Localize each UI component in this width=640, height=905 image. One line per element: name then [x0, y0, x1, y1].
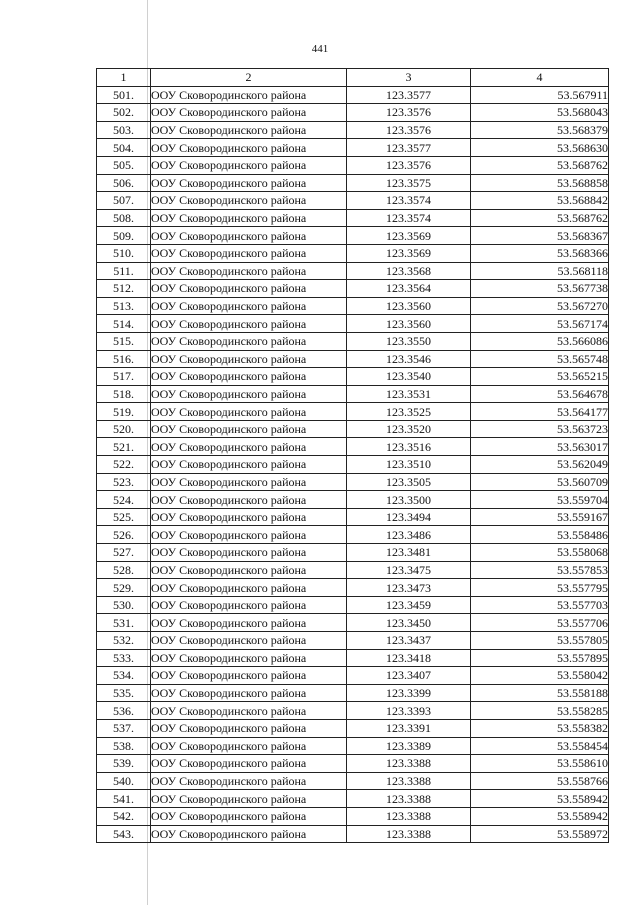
coordinate-x: 123.3391 — [347, 719, 471, 737]
coordinate-y: 53.559704 — [471, 491, 609, 509]
coordinate-x: 123.3550 — [347, 332, 471, 350]
coordinate-y: 53.568762 — [471, 156, 609, 174]
coordinate-x: 123.3576 — [347, 156, 471, 174]
coordinate-y: 53.557853 — [471, 561, 609, 579]
coordinate-x: 123.3437 — [347, 632, 471, 650]
organization-name: ООУ Сковородинского района — [151, 596, 347, 614]
organization-name: ООУ Сковородинского района — [151, 807, 347, 825]
row-number: 527. — [97, 544, 151, 562]
row-number: 541. — [97, 790, 151, 808]
table-row — [97, 420, 609, 438]
coordinate-y: 53.568043 — [471, 104, 609, 122]
table-row — [97, 790, 609, 808]
table-row — [97, 473, 609, 491]
organization-name: ООУ Сковородинского района — [151, 684, 347, 702]
coordinate-x: 123.3407 — [347, 667, 471, 685]
organization-name: ООУ Сковородинского района — [151, 755, 347, 773]
table-row — [97, 332, 609, 350]
table-row — [97, 719, 609, 737]
coordinate-y: 53.558454 — [471, 737, 609, 755]
table-row — [97, 262, 609, 280]
row-number: 538. — [97, 737, 151, 755]
coordinate-x: 123.3389 — [347, 737, 471, 755]
coordinate-y: 53.558486 — [471, 526, 609, 544]
coordinate-x: 123.3388 — [347, 790, 471, 808]
row-number: 534. — [97, 667, 151, 685]
table-row — [97, 632, 609, 650]
coordinate-y: 53.565215 — [471, 368, 609, 386]
row-number: 521. — [97, 438, 151, 456]
coordinate-x: 123.3546 — [347, 350, 471, 368]
coordinate-x: 123.3399 — [347, 684, 471, 702]
coordinate-y: 53.557706 — [471, 614, 609, 632]
table-row — [97, 755, 609, 773]
coordinate-x: 123.3516 — [347, 438, 471, 456]
table-header-row — [97, 69, 609, 87]
coordinate-y: 53.557895 — [471, 649, 609, 667]
coordinate-y: 53.566086 — [471, 332, 609, 350]
table-row — [97, 438, 609, 456]
coordinate-y: 53.568630 — [471, 139, 609, 157]
coordinate-y: 53.558382 — [471, 719, 609, 737]
row-number: 524. — [97, 491, 151, 509]
table-row — [97, 579, 609, 597]
table-row — [97, 508, 609, 526]
coordinate-y: 53.567738 — [471, 280, 609, 298]
coordinate-y: 53.562049 — [471, 456, 609, 474]
coordinate-y: 53.567174 — [471, 315, 609, 333]
column-header-2: 2 — [151, 69, 347, 87]
coordinate-x: 123.3510 — [347, 456, 471, 474]
coordinate-y: 53.558188 — [471, 684, 609, 702]
row-number: 530. — [97, 596, 151, 614]
table-row — [97, 807, 609, 825]
coordinate-y: 53.557703 — [471, 596, 609, 614]
row-number: 508. — [97, 209, 151, 227]
organization-name: ООУ Сковородинского района — [151, 632, 347, 650]
coordinate-x: 123.3459 — [347, 596, 471, 614]
table-row — [97, 139, 609, 157]
organization-name: ООУ Сковородинского района — [151, 350, 347, 368]
coordinate-x: 123.3494 — [347, 508, 471, 526]
coordinate-x: 123.3418 — [347, 649, 471, 667]
table-row — [97, 772, 609, 790]
table-row — [97, 368, 609, 386]
coordinate-y: 53.558766 — [471, 772, 609, 790]
row-number: 525. — [97, 508, 151, 526]
row-number: 543. — [97, 825, 151, 843]
row-number: 502. — [97, 104, 151, 122]
table-row — [97, 667, 609, 685]
organization-name: ООУ Сковородинского района — [151, 790, 347, 808]
table-row — [97, 737, 609, 755]
organization-name: ООУ Сковородинского района — [151, 825, 347, 843]
row-number: 507. — [97, 192, 151, 210]
organization-name: ООУ Сковородинского района — [151, 174, 347, 192]
table-row — [97, 104, 609, 122]
organization-name: ООУ Сковородинского района — [151, 508, 347, 526]
table-row — [97, 491, 609, 509]
organization-name: ООУ Сковородинского района — [151, 473, 347, 491]
coordinate-x: 123.3388 — [347, 807, 471, 825]
row-number: 526. — [97, 526, 151, 544]
row-number: 517. — [97, 368, 151, 386]
organization-name: ООУ Сковородинского района — [151, 667, 347, 685]
row-number: 533. — [97, 649, 151, 667]
table-row — [97, 385, 609, 403]
row-number: 506. — [97, 174, 151, 192]
coordinate-y: 53.567270 — [471, 297, 609, 315]
table-row — [97, 544, 609, 562]
row-number: 519. — [97, 403, 151, 421]
table-row — [97, 702, 609, 720]
coordinate-y: 53.558942 — [471, 807, 609, 825]
column-header-3: 3 — [347, 69, 471, 87]
coordinate-x: 123.3520 — [347, 420, 471, 438]
organization-name: ООУ Сковородинского района — [151, 244, 347, 262]
row-number: 535. — [97, 684, 151, 702]
organization-name: ООУ Сковородинского района — [151, 156, 347, 174]
organization-name: ООУ Сковородинского района — [151, 104, 347, 122]
table-row — [97, 297, 609, 315]
coordinate-y: 53.558042 — [471, 667, 609, 685]
organization-name: ООУ Сковородинского района — [151, 438, 347, 456]
coordinate-x: 123.3576 — [347, 121, 471, 139]
table-body — [97, 86, 609, 843]
coordinate-y: 53.557795 — [471, 579, 609, 597]
organization-name: ООУ Сковородинского района — [151, 579, 347, 597]
table-row — [97, 825, 609, 843]
coordinate-y: 53.559167 — [471, 508, 609, 526]
row-number: 504. — [97, 139, 151, 157]
coordinate-y: 53.558285 — [471, 702, 609, 720]
organization-name: ООУ Сковородинского района — [151, 315, 347, 333]
row-number: 510. — [97, 244, 151, 262]
coordinate-y: 53.568367 — [471, 227, 609, 245]
coordinate-y: 53.568762 — [471, 209, 609, 227]
organization-name: ООУ Сковородинского района — [151, 280, 347, 298]
table-row — [97, 86, 609, 104]
row-number: 501. — [97, 86, 151, 104]
coordinate-y: 53.568858 — [471, 174, 609, 192]
page-number: 441 — [311, 43, 329, 55]
coordinate-x: 123.3475 — [347, 561, 471, 579]
coordinate-x: 123.3576 — [347, 104, 471, 122]
organization-name: ООУ Сковородинского района — [151, 456, 347, 474]
coordinate-x: 123.3393 — [347, 702, 471, 720]
organization-name: ООУ Сковородинского района — [151, 772, 347, 790]
row-number: 511. — [97, 262, 151, 280]
row-number: 523. — [97, 473, 151, 491]
table-row — [97, 227, 609, 245]
organization-name: ООУ Сковородинского района — [151, 491, 347, 509]
coordinate-x: 123.3486 — [347, 526, 471, 544]
organization-name: ООУ Сковородинского района — [151, 614, 347, 632]
organization-name: ООУ Сковородинского района — [151, 649, 347, 667]
coordinate-y: 53.568118 — [471, 262, 609, 280]
row-number: 512. — [97, 280, 151, 298]
coordinates-table — [96, 68, 609, 843]
row-number: 509. — [97, 227, 151, 245]
coordinate-x: 123.3560 — [347, 297, 471, 315]
coordinate-y: 53.558972 — [471, 825, 609, 843]
table-row — [97, 174, 609, 192]
organization-name: ООУ Сковородинского района — [151, 192, 347, 210]
row-number: 522. — [97, 456, 151, 474]
coordinate-x: 123.3568 — [347, 262, 471, 280]
table-row — [97, 526, 609, 544]
table-row — [97, 315, 609, 333]
coordinate-y: 53.563723 — [471, 420, 609, 438]
row-number: 513. — [97, 297, 151, 315]
organization-name: ООУ Сковородинского района — [151, 368, 347, 386]
organization-name: ООУ Сковородинского района — [151, 139, 347, 157]
organization-name: ООУ Сковородинского района — [151, 561, 347, 579]
table-row — [97, 192, 609, 210]
organization-name: ООУ Сковородинского района — [151, 385, 347, 403]
row-number: 529. — [97, 579, 151, 597]
table-row — [97, 649, 609, 667]
coordinate-y: 53.563017 — [471, 438, 609, 456]
table-row — [97, 350, 609, 368]
coordinate-x: 123.3574 — [347, 209, 471, 227]
row-number: 540. — [97, 772, 151, 790]
row-number: 542. — [97, 807, 151, 825]
table-row — [97, 156, 609, 174]
row-number: 516. — [97, 350, 151, 368]
coordinate-x: 123.3388 — [347, 772, 471, 790]
table-row — [97, 684, 609, 702]
table-row — [97, 596, 609, 614]
table-row — [97, 456, 609, 474]
row-number: 531. — [97, 614, 151, 632]
column-header-4: 4 — [471, 69, 609, 87]
row-number: 520. — [97, 420, 151, 438]
coordinate-y: 53.568366 — [471, 244, 609, 262]
organization-name: ООУ Сковородинского района — [151, 719, 347, 737]
coordinate-x: 123.3525 — [347, 403, 471, 421]
coordinate-y: 53.558610 — [471, 755, 609, 773]
coordinate-x: 123.3505 — [347, 473, 471, 491]
organization-name: ООУ Сковородинского района — [151, 737, 347, 755]
organization-name: ООУ Сковородинского района — [151, 86, 347, 104]
table-row — [97, 244, 609, 262]
organization-name: ООУ Сковородинского района — [151, 262, 347, 280]
row-number: 539. — [97, 755, 151, 773]
coordinate-x: 123.3481 — [347, 544, 471, 562]
row-number: 505. — [97, 156, 151, 174]
table-row — [97, 121, 609, 139]
coordinate-x: 123.3560 — [347, 315, 471, 333]
organization-name: ООУ Сковородинского района — [151, 209, 347, 227]
organization-name: ООУ Сковородинского района — [151, 544, 347, 562]
table-row — [97, 561, 609, 579]
row-number: 518. — [97, 385, 151, 403]
row-number: 514. — [97, 315, 151, 333]
organization-name: ООУ Сковородинского района — [151, 702, 347, 720]
coordinate-x: 123.3540 — [347, 368, 471, 386]
organization-name: ООУ Сковородинского района — [151, 121, 347, 139]
row-number: 537. — [97, 719, 151, 737]
organization-name: ООУ Сковородинского района — [151, 420, 347, 438]
coordinate-y: 53.560709 — [471, 473, 609, 491]
row-number: 515. — [97, 332, 151, 350]
coordinate-y: 53.557805 — [471, 632, 609, 650]
coordinate-x: 123.3388 — [347, 825, 471, 843]
organization-name: ООУ Сковородинского района — [151, 403, 347, 421]
table-row — [97, 280, 609, 298]
coordinate-y: 53.558068 — [471, 544, 609, 562]
coordinate-x: 123.3531 — [347, 385, 471, 403]
coordinate-y: 53.565748 — [471, 350, 609, 368]
coordinate-x: 123.3569 — [347, 244, 471, 262]
coordinate-x: 123.3500 — [347, 491, 471, 509]
coordinate-y: 53.568842 — [471, 192, 609, 210]
coordinate-x: 123.3569 — [347, 227, 471, 245]
table-row — [97, 614, 609, 632]
row-number: 532. — [97, 632, 151, 650]
table-row — [97, 209, 609, 227]
coordinate-x: 123.3577 — [347, 139, 471, 157]
organization-name: ООУ Сковородинского района — [151, 227, 347, 245]
row-number: 503. — [97, 121, 151, 139]
coordinate-y: 53.564678 — [471, 385, 609, 403]
coordinate-y: 53.558942 — [471, 790, 609, 808]
coordinate-x: 123.3473 — [347, 579, 471, 597]
coordinate-x: 123.3388 — [347, 755, 471, 773]
coordinate-x: 123.3450 — [347, 614, 471, 632]
organization-name: ООУ Сковородинского района — [151, 297, 347, 315]
coordinate-y: 53.564177 — [471, 403, 609, 421]
coordinate-x: 123.3577 — [347, 86, 471, 104]
coordinate-x: 123.3575 — [347, 174, 471, 192]
coordinate-x: 123.3574 — [347, 192, 471, 210]
organization-name: ООУ Сковородинского района — [151, 332, 347, 350]
coordinate-y: 53.567911 — [471, 86, 609, 104]
table-row — [97, 403, 609, 421]
coordinate-y: 53.568379 — [471, 121, 609, 139]
coordinate-x: 123.3564 — [347, 280, 471, 298]
column-header-1: 1 — [97, 69, 151, 87]
organization-name: ООУ Сковородинского района — [151, 526, 347, 544]
row-number: 528. — [97, 561, 151, 579]
row-number: 536. — [97, 702, 151, 720]
